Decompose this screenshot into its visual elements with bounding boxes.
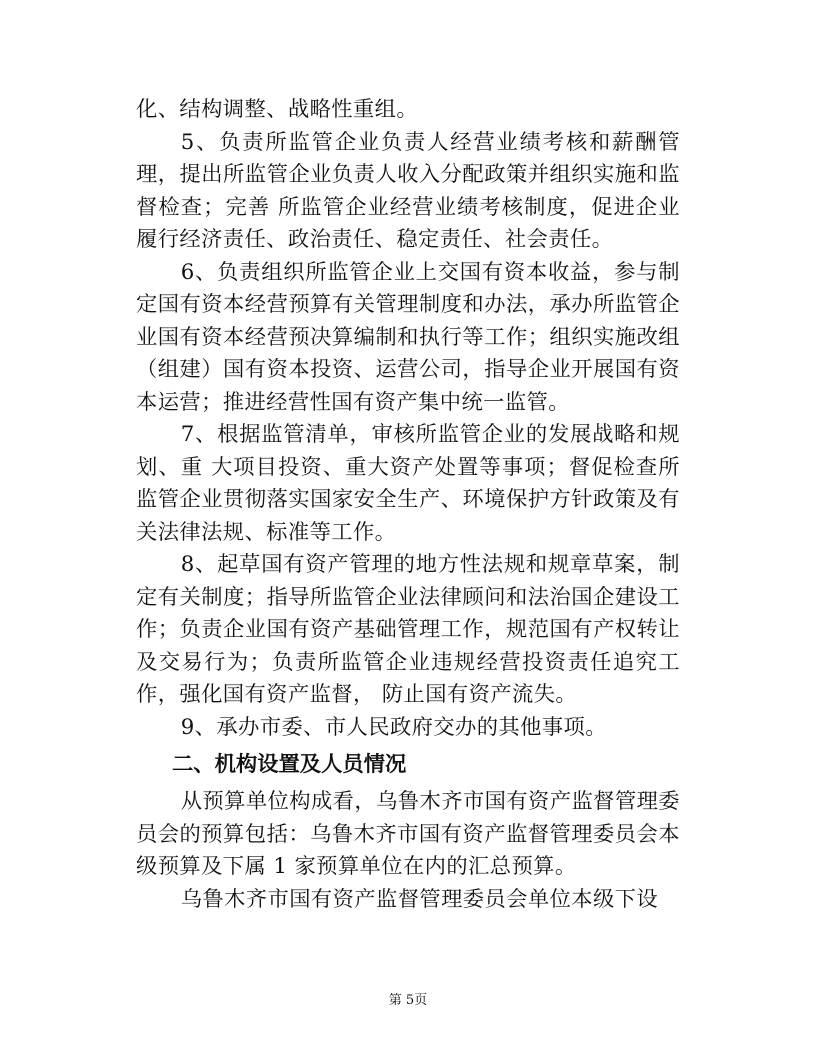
page-number: 第 5页 (388, 993, 428, 1008)
paragraph-item-9: 9、承办市委、市人民政府交办的其他事项。 (180, 714, 607, 740)
paragraph-item-6: 6、负责组织所监管企业上交国有资本收益，参与制定国有资本经营预算有关管理制度和办法，承办所监管企业国有资本经营预决算编制和执行等工作；组织实施改组（组建）国有资本投资、运营公司，指导企业开展国有资本运营；推进经营性国有资产集中统一监管。 (136, 259, 680, 415)
paragraph-item-7: 7、根据监管清单，审核所监管企业的发展战略和规划、重 大项目投资、重大资产处置等事项；督促检查所监管企业贯彻落实国家安全生产、环境保护方针政策及有关法律法规、标准等工作。 (136, 422, 680, 545)
document-body (136, 94, 680, 916)
paragraph-item-5: 5、负责所监管企业负责人经营业绩考核和薪酬管理，提出所监管企业负责人收入分配政策并组织实施和监督检查；完善 所监管企业经营业绩考核制度，促进企业履行经济责任、政治责任、稳定责任、社会责任。 (136, 129, 680, 252)
section-heading: 二、机构设置及人员情况 (172, 752, 407, 777)
paragraph-item-8: 8、起草国有资产管理的地方性法规和规章草案，制定有关制度；指导所监管企业法律顾问和法治国企建设工作；负责企业国有资产基础管理工作，规范国有产权转让及交易行为；负责所监管企业违规经营投资责任追究工作，强化国有资产监督， 防止国有资产流失。 (136, 552, 680, 707)
paragraph-budget-composition: 从预算单位构成看，乌鲁木齐市国有资产监督管理委员会的预算包括：乌鲁木齐市国有资产监督管理委员会本级预算及下属 1 家预算单位在内的汇总预算。 (136, 789, 680, 879)
paragraph-continued: 化、结构调整、战略性重组。 (136, 97, 419, 122)
paragraph-unit-structure: 乌鲁木齐市国有资产监督管理委员会单位本级下设 (180, 886, 659, 912)
